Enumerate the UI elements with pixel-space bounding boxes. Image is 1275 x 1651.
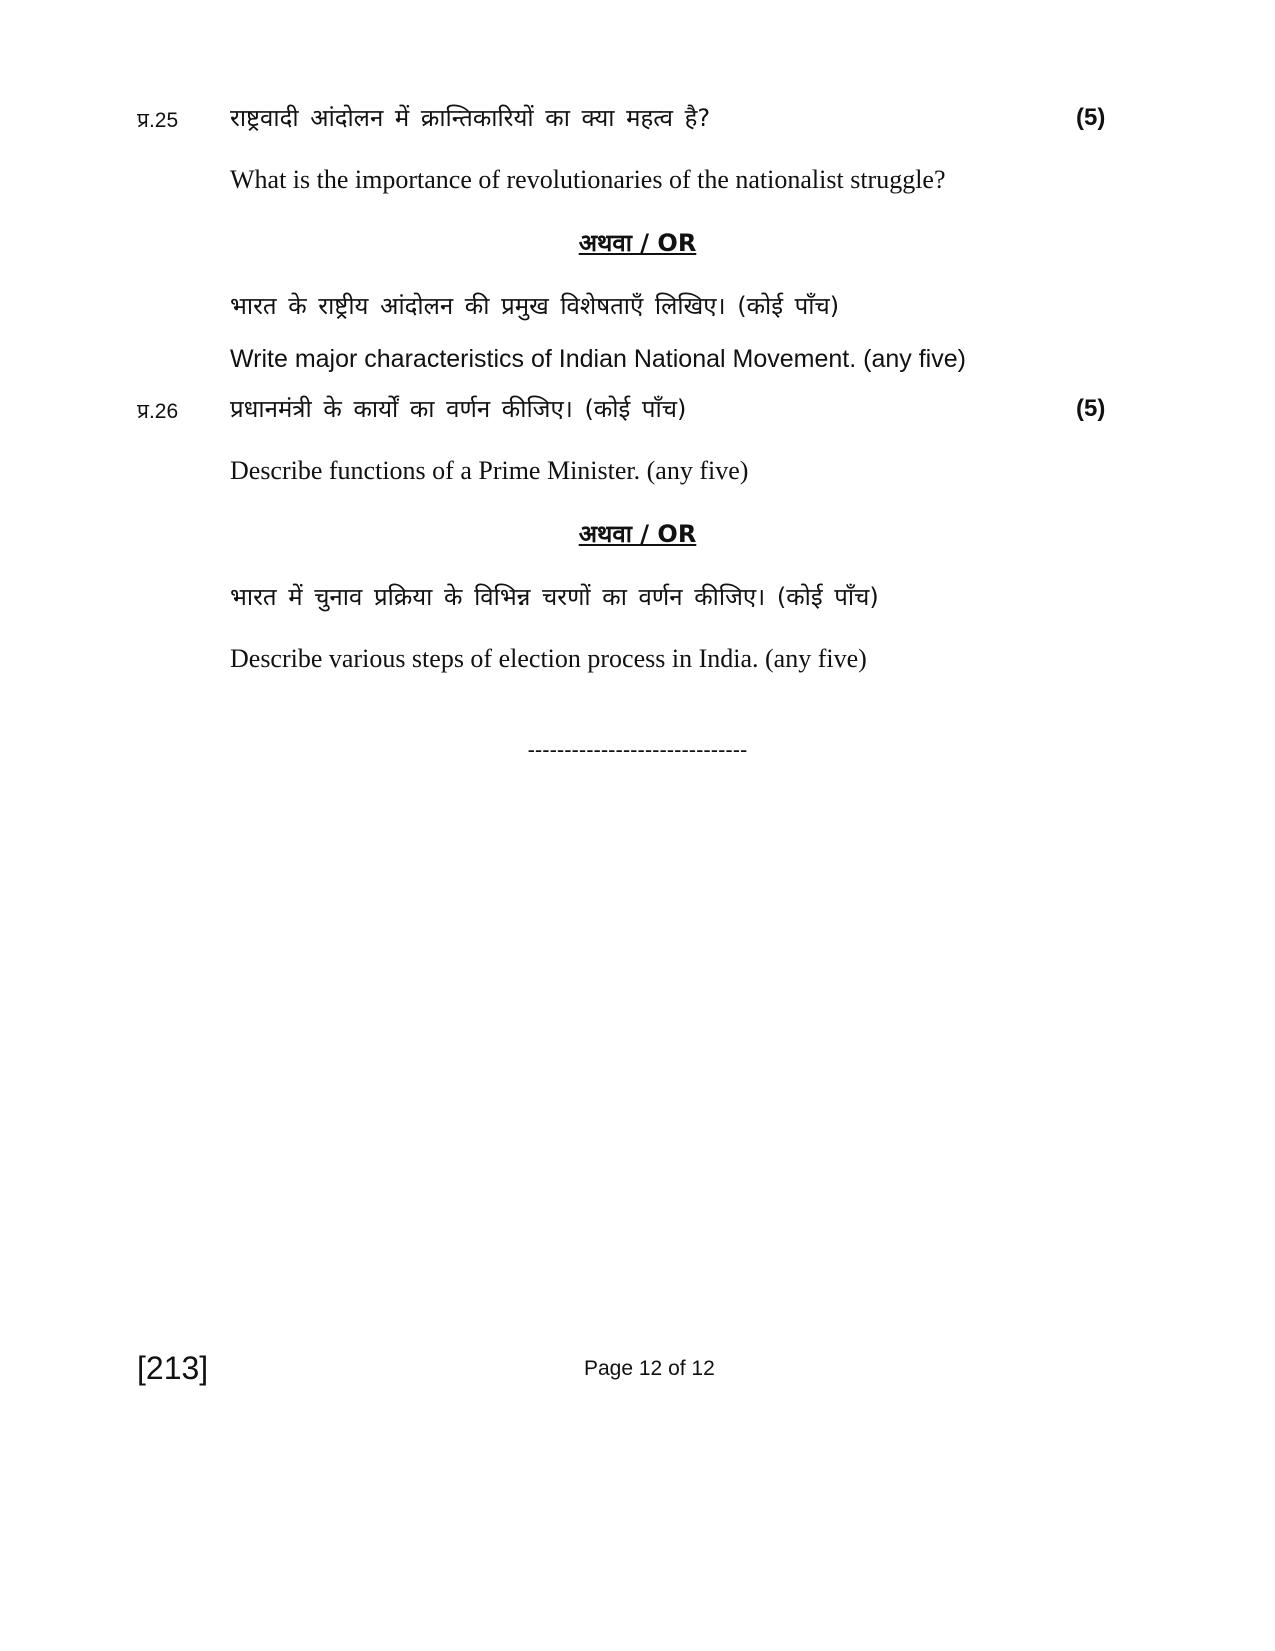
question-26-english: Describe functions of a Prime Minister. (any five) (230, 456, 749, 485)
question-25-marks: (5) (1076, 104, 1106, 131)
question-26-marks: (5) (1076, 395, 1106, 422)
question-25-alt-hindi: भारत के राष्ट्रीय आंदोलन की प्रमुख विशेषताएँ लिखिए। (कोई पाँच) (230, 292, 840, 320)
question-25-english: What is the importance of revolutionaries of the nationalist struggle? (230, 165, 946, 194)
end-divider: ------------------------------ (527, 737, 748, 762)
question-number-25: प्र.25 (137, 109, 179, 132)
question-26-alt-english: Describe various steps of election process in India. (any five) (230, 644, 867, 673)
question-25-alt-english: Write major characteristics of Indian National Movement. (any five) (230, 345, 966, 373)
question-26-hindi: प्रधानमंत्री के कार्यों का वर्णन कीजिए। (कोई पाँच) (230, 395, 687, 423)
or-heading-26: अथवा / OR (578, 520, 697, 548)
question-26-alt-hindi: भारत में चुनाव प्रक्रिया के विभिन्न चरणों का वर्णन कीजिए। (कोई पाँच) (230, 583, 879, 611)
question-25-hindi: राष्ट्रवादी आंदोलन में क्रान्तिकारियों का क्या महत्व है? (230, 104, 711, 132)
question-number-26: प्र.26 (137, 400, 179, 423)
or-heading-25: अथवा / OR (578, 229, 697, 257)
paper-code: [213] (137, 1350, 209, 1386)
page-number: Page 12 of 12 (584, 1357, 715, 1380)
